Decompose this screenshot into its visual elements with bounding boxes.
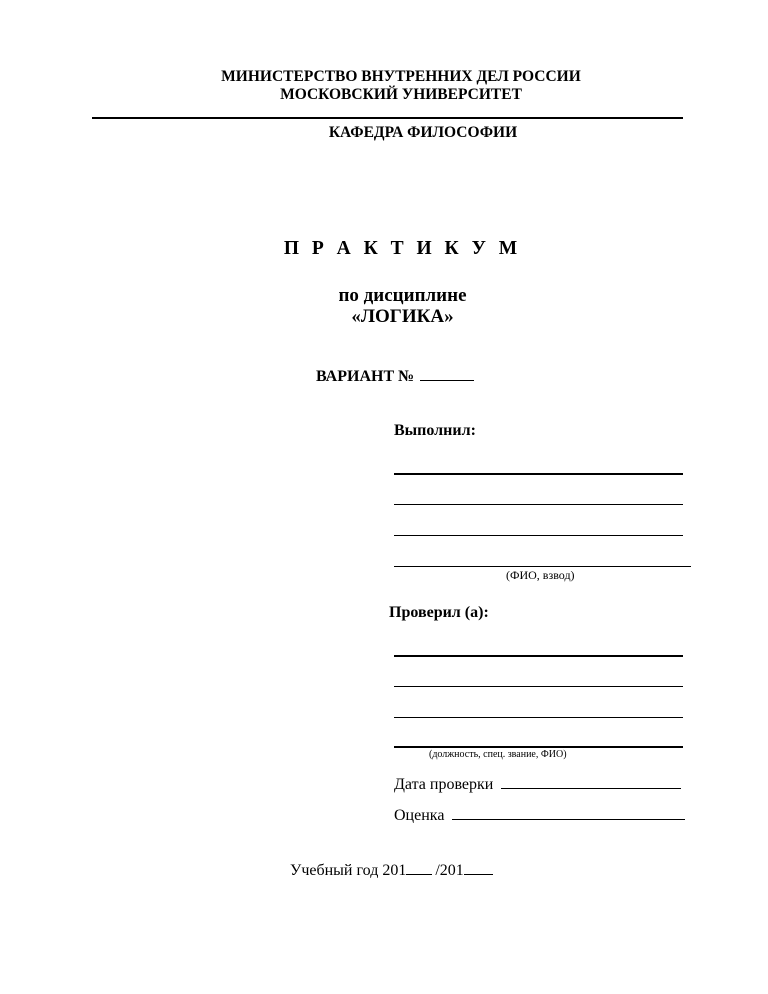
university-name: МОСКОВСКИЙ УНИВЕРСИТЕТ <box>280 86 522 103</box>
variant-line <box>316 366 474 386</box>
checked-by-line-2[interactable] <box>394 686 683 687</box>
performed-by-caption: (ФИО, взвод) <box>506 568 575 582</box>
grade-row <box>394 805 685 825</box>
checked-by-line-4[interactable] <box>394 746 683 748</box>
ministry-name: МИНИСТЕРСТВО ВНУТРЕННИХ ДЕЛ РОССИИ <box>221 68 581 85</box>
checked-by-line-1[interactable] <box>394 655 683 657</box>
checked-by-label: Проверил (а): <box>389 604 489 621</box>
header-divider <box>92 117 683 119</box>
check-date-row <box>394 774 681 794</box>
checked-by-line-3[interactable] <box>394 717 683 718</box>
academic-year-separator: /201 <box>435 862 464 879</box>
performed-by-line-4[interactable] <box>394 566 691 567</box>
performed-by-line-3[interactable] <box>394 535 683 536</box>
performed-by-line-1[interactable] <box>394 473 683 475</box>
checked-by-caption: (должность, спец. звание, ФИО) <box>429 749 567 760</box>
discipline-name: «ЛОГИКА» <box>351 306 454 327</box>
ministry-header <box>0 68 768 104</box>
variant-label: ВАРИАНТ № <box>316 368 415 385</box>
performed-by-label: Выполнил: <box>394 422 476 439</box>
academic-year-row <box>290 860 493 880</box>
check-date-label: Дата проверки <box>394 776 494 793</box>
variant-number-blank[interactable] <box>420 366 474 381</box>
check-date-blank[interactable] <box>501 774 681 789</box>
academic-year-label: Учебный год 201 <box>290 862 407 879</box>
grade-label: Оценка <box>394 807 445 824</box>
department-name: КАФЕДРА ФИЛОСОФИИ <box>328 124 518 141</box>
document-title: П Р А К Т И К У М <box>283 238 522 259</box>
grade-blank[interactable] <box>452 805 685 820</box>
discipline-prefix: по дисциплине <box>338 285 467 306</box>
academic-year-end-blank[interactable] <box>464 860 493 875</box>
performed-by-line-2[interactable] <box>394 504 683 505</box>
academic-year-start-blank[interactable] <box>406 860 432 875</box>
